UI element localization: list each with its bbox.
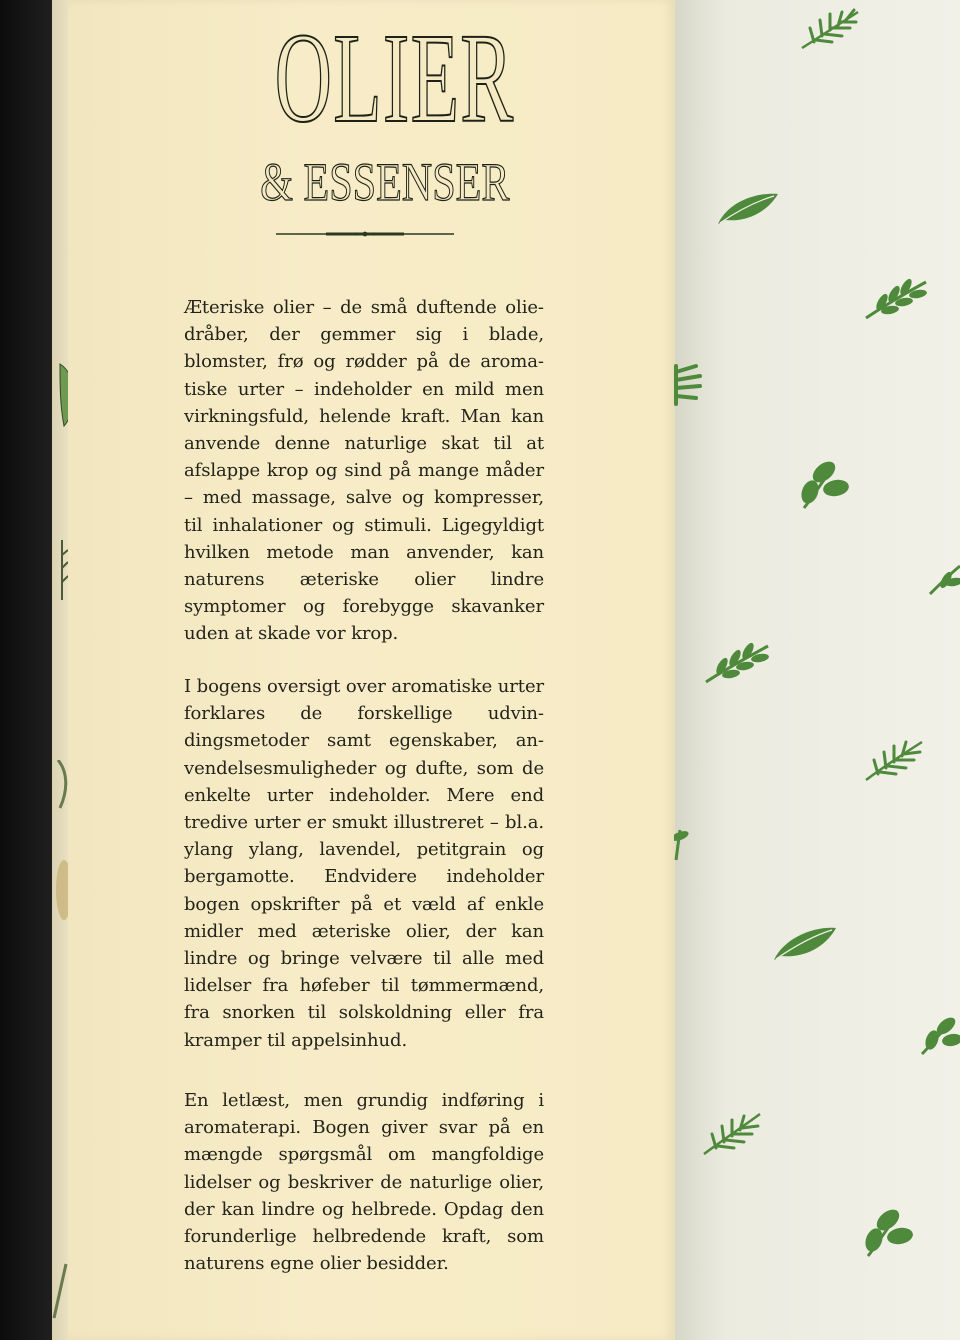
fern-leaf-icon	[862, 738, 926, 784]
paragraph-text: I bogens oversigt over aromatiske urter forklares de forskellige udvindingsmetoder samt egenskaber, anvendelsesmuligheder og dufte, som de enkelte urter indeholder. Mere end tredive urter er smukt illustreret – bl.a. ylang ylang, lavendel, petitgrain og bergamotte. Endvidere indeholder bogen opskrifter på et væld af enkle midler med æteriske olier, der kan lindre og bringe velvære til alle med lidelser fra høfeber til tømmermænd, fra snorken til solskoldning eller fra kramper til appelsinhud.	[184, 676, 544, 1051]
clover-leaf-icon	[794, 458, 852, 512]
clover-leaf-icon	[858, 1204, 918, 1260]
paragraph-text: En letlæst, men grundig indføring i aromaterapi. Bogen giver svar på en mængde spørgsmål om mangfoldige lidelser og beskriver de naturlige olier, der kan lindre og helbrede. Opdag den forunderlige helbredende kraft, som naturens egne olier besidder.	[184, 1090, 544, 1275]
leaf-icon	[50, 1260, 70, 1320]
leaf-icon	[772, 924, 838, 962]
sprig-leaf-icon	[674, 826, 694, 862]
description-paragraph-3	[184, 1087, 544, 1277]
book-subtitle: & ESSENSER	[260, 152, 510, 212]
sprig-leaf-icon	[928, 562, 960, 596]
description-paragraph-1	[184, 294, 544, 648]
sprig-leaf-icon	[702, 640, 772, 686]
fern-leaf-icon	[674, 362, 704, 406]
book-title: OLIER	[274, 7, 515, 149]
fern-leaf-icon	[798, 8, 862, 52]
paragraph-text: Æteriske olier – de små duftende oliedråber, der gemmer sig i blade, blomster, frø og rødder på de aromatiske urter – indeholder en mild men virkningsfuld, helende kraft. Man kan anvende denne naturlige skat til at afslappe krop og sind på mange måder – med massage, salve og kompresser, til inhalationer og stimuli. Ligegyldigt hvilken metode man anvender, kan naturens æteriske olier lindre symptomer og forebygge skavanker uden at skade vor krop.	[184, 297, 544, 645]
description-paragraph-2	[184, 673, 544, 1054]
fern-leaf-icon	[700, 1110, 764, 1158]
clover-leaf-icon	[918, 1016, 960, 1056]
ornamental-divider	[276, 228, 454, 240]
sprig-leaf-icon	[862, 276, 930, 322]
leaf-icon	[716, 190, 780, 226]
